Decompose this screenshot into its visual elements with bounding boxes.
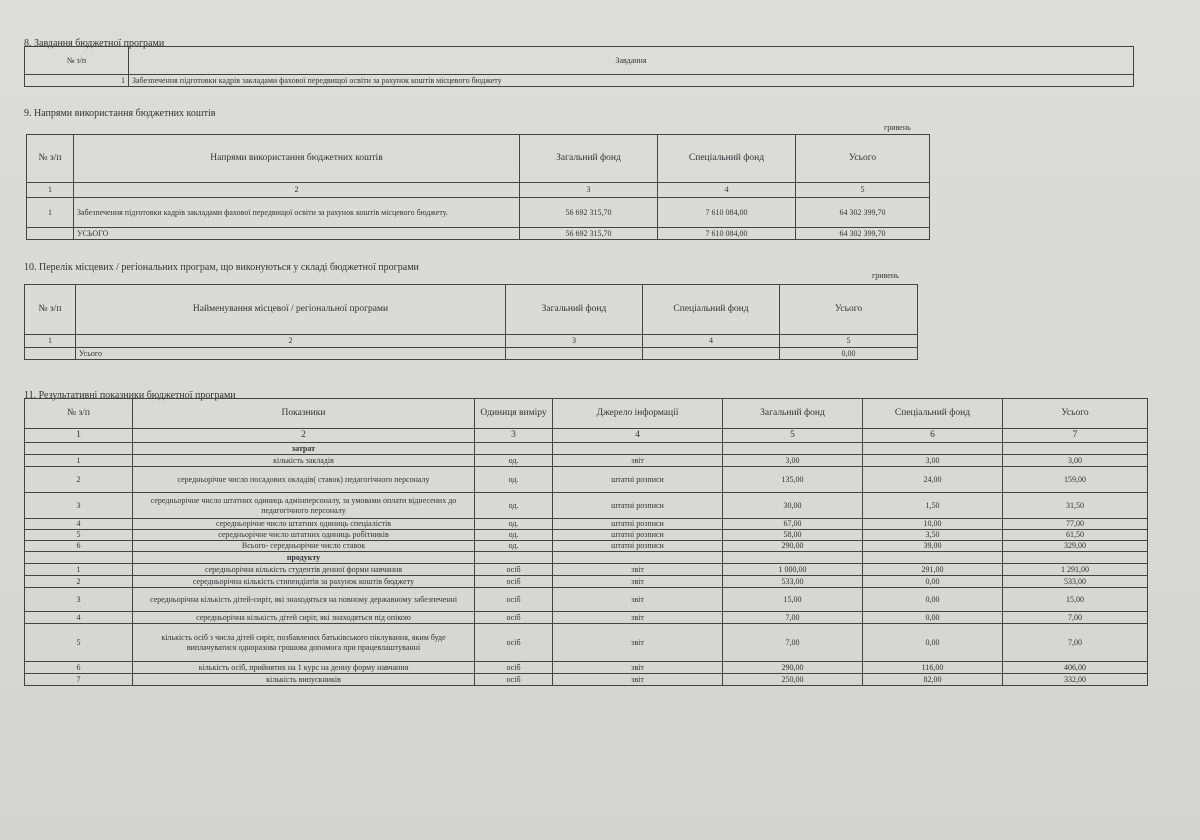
section-9-title: 9. Напрями використання бюджетних коштів: [24, 108, 216, 119]
table-row: [25, 493, 1148, 519]
general-fund-total: [506, 348, 643, 360]
section-8-table: [24, 46, 1134, 87]
column-number-row: [27, 183, 930, 198]
header-cell: Усього: [1003, 399, 1148, 429]
header-cell: Одиниця виміру: [475, 399, 553, 429]
information-source: звіт: [553, 612, 723, 624]
unit-of-measure: од.: [475, 493, 553, 519]
general-fund-total: 56 692 315,70: [520, 228, 658, 240]
information-source: штатні розписи: [553, 530, 723, 541]
total-value: 3,00: [1003, 455, 1148, 467]
section-8-title: 8. Завдання бюджетної програми: [24, 38, 165, 49]
indicator-group-label: затрат: [133, 443, 475, 455]
row-number: 1: [27, 198, 74, 228]
header-cell: Усього: [796, 135, 930, 183]
unit-of-measure: осіб: [475, 674, 553, 686]
special-fund-value: 3,50: [863, 530, 1003, 541]
indicator-name: кількість випускників: [133, 674, 475, 686]
column-number: 5: [796, 183, 930, 198]
header-cell: Найменування місцевої / регіональної програми: [76, 285, 506, 335]
general-fund-value: 58,00: [723, 530, 863, 541]
unit-of-measure: од.: [475, 541, 553, 552]
table-row: [27, 198, 930, 228]
section-9-unit: гривень: [884, 123, 911, 132]
header-cell: № з/п: [25, 47, 129, 75]
indicator-name: середньорічне число штатних одиниць адмінперсоналу, за умовами оплати віднесених до педагогічного персоналу: [133, 493, 475, 519]
row-number: 3: [25, 493, 133, 519]
total-value: 61,50: [1003, 530, 1148, 541]
column-number: 1: [27, 183, 74, 198]
special-fund-value: 0,00: [863, 612, 1003, 624]
indicator-name: середньорічна кількість студентів денної форми навчання: [133, 564, 475, 576]
row-number: 1: [25, 564, 133, 576]
information-source: звіт: [553, 624, 723, 662]
unit-of-measure: осіб: [475, 564, 553, 576]
total-value: 406,00: [1003, 662, 1148, 674]
total-value: 329,00: [1003, 541, 1148, 552]
row-number: 5: [25, 624, 133, 662]
header-cell: Загальний фонд: [723, 399, 863, 429]
special-fund-value: 10,00: [863, 519, 1003, 530]
column-number: 6: [863, 429, 1003, 443]
total-value: [1003, 443, 1148, 455]
column-number: 3: [506, 335, 643, 348]
column-number: 1: [25, 335, 76, 348]
total-value: 31,50: [1003, 493, 1148, 519]
header-cell: № з/п: [25, 285, 76, 335]
special-fund-value: 39,00: [863, 541, 1003, 552]
total-row: [27, 228, 930, 240]
header-cell: Загальний фонд: [520, 135, 658, 183]
indicators-body: [25, 443, 1148, 686]
information-source: [553, 443, 723, 455]
information-source: штатні розписи: [553, 493, 723, 519]
general-fund-value: 3,00: [723, 455, 863, 467]
table-row: [25, 75, 1134, 87]
table-row: [25, 530, 1148, 541]
information-source: звіт: [553, 455, 723, 467]
unit-of-measure: осіб: [475, 588, 553, 612]
row-number: 6: [25, 541, 133, 552]
header-cell: Напрями використання бюджетних коштів: [74, 135, 520, 183]
unit-of-measure: од.: [475, 530, 553, 541]
total-value: 7,00: [1003, 624, 1148, 662]
general-fund-value: 7,00: [723, 624, 863, 662]
total-value: 159,00: [1003, 467, 1148, 493]
row-number: 7: [25, 674, 133, 686]
general-fund-value: 135,00: [723, 467, 863, 493]
table-row: [25, 612, 1148, 624]
general-fund-value: 15,00: [723, 588, 863, 612]
row-number: 5: [25, 530, 133, 541]
indicator-name: середньорічна кількість стипендіатів за рахунок коштів бюджету: [133, 576, 475, 588]
total-value: 1 291,00: [1003, 564, 1148, 576]
column-number: 5: [780, 335, 918, 348]
indicator-name: кількість закладів: [133, 455, 475, 467]
unit-of-measure: од.: [475, 455, 553, 467]
special-fund-value: 291,00: [863, 564, 1003, 576]
table-row: [25, 674, 1148, 686]
indicator-group-row: [25, 552, 1148, 564]
row-number: 4: [25, 612, 133, 624]
indicator-name: середньорічне число посадових окладів( ставок) педагогічного персоналу: [133, 467, 475, 493]
section-9-table: [26, 134, 930, 240]
section-11-title: 11. Результативні показники бюджетної програми: [24, 390, 236, 401]
table-row: [25, 467, 1148, 493]
special-fund-value: 0,00: [863, 624, 1003, 662]
table-row: [25, 576, 1148, 588]
section-10-title: 10. Перелік місцевих / регіональних програм, що виконуються у складі бюджетної програми: [24, 262, 419, 273]
total-value: 77,00: [1003, 519, 1148, 530]
unit-of-measure: од.: [475, 467, 553, 493]
general-fund-value: 533,00: [723, 576, 863, 588]
header-cell: Усього: [780, 285, 918, 335]
indicator-name: середньорічна кількість дітей-сиріт, які знаходяться на повному державному забезпеченні: [133, 588, 475, 612]
column-number-row: [25, 335, 918, 348]
special-fund-total: 7 610 084,00: [658, 228, 796, 240]
row-number: [25, 348, 76, 360]
section-10-table: [24, 284, 918, 360]
grand-total: 64 302 399,70: [796, 228, 930, 240]
header-cell: Спеціальний фонд: [658, 135, 796, 183]
section-11-table: [24, 398, 1148, 686]
column-number: 4: [553, 429, 723, 443]
indicator-name: кількість осіб з числа дітей сиріт, позбавлених батьківського піклування, яким буде виплачуватися одноразова грошова допомога при працевлаштуванні: [133, 624, 475, 662]
general-fund-value: 56 692 315,70: [520, 198, 658, 228]
special-fund-value: 116,00: [863, 662, 1003, 674]
row-number: 1: [25, 455, 133, 467]
information-source: штатні розписи: [553, 467, 723, 493]
indicator-name: середньорічне число штатних одиниць робітників: [133, 530, 475, 541]
direction-text: Забезпечення підготовки кадрів закладами фахової передвищої освіти за рахунок коштів місцевого бюджету.: [74, 198, 520, 228]
total-label: УСЬОГО: [74, 228, 520, 240]
header-cell: № з/п: [27, 135, 74, 183]
total-value: 7,00: [1003, 612, 1148, 624]
indicator-name: середньорічне число штатних одиниць спеціалістів: [133, 519, 475, 530]
unit-of-measure: [475, 552, 553, 564]
table-header-row: [25, 285, 918, 335]
general-fund-value: 250,00: [723, 674, 863, 686]
table-header-row: [25, 399, 1148, 429]
total-label: Усього: [76, 348, 506, 360]
unit-of-measure: од.: [475, 519, 553, 530]
header-cell: Показники: [133, 399, 475, 429]
information-source: звіт: [553, 576, 723, 588]
special-fund-value: 0,00: [863, 588, 1003, 612]
table-row: [25, 541, 1148, 552]
total-row: [25, 348, 918, 360]
special-fund-value: 7 610 084,00: [658, 198, 796, 228]
row-number: 2: [25, 576, 133, 588]
general-fund-value: [723, 552, 863, 564]
column-number: 3: [520, 183, 658, 198]
header-cell: № з/п: [25, 399, 133, 429]
total-value: 15,00: [1003, 588, 1148, 612]
information-source: звіт: [553, 662, 723, 674]
table-row: [25, 588, 1148, 612]
indicator-name: Всього- середньорічне число ставок: [133, 541, 475, 552]
row-number: 1: [25, 75, 129, 87]
table-header-row: [27, 135, 930, 183]
indicator-name: середньорічна кількість дітей сиріт, які знаходяться під опікою: [133, 612, 475, 624]
general-fund-value: 30,00: [723, 493, 863, 519]
column-number: 1: [25, 429, 133, 443]
general-fund-value: 290,00: [723, 541, 863, 552]
special-fund-value: 24,00: [863, 467, 1003, 493]
table-header-row: [25, 47, 1134, 75]
information-source: звіт: [553, 588, 723, 612]
row-number: [27, 228, 74, 240]
general-fund-value: 7,00: [723, 612, 863, 624]
column-number: 5: [723, 429, 863, 443]
row-number: 6: [25, 662, 133, 674]
total-value: [1003, 552, 1148, 564]
column-number: 7: [1003, 429, 1148, 443]
header-cell: Завдання: [129, 47, 1134, 75]
unit-of-measure: осіб: [475, 612, 553, 624]
unit-of-measure: осіб: [475, 662, 553, 674]
unit-of-measure: [475, 443, 553, 455]
information-source: звіт: [553, 674, 723, 686]
row-number: 4: [25, 519, 133, 530]
indicator-name: кількість осіб, прийнятих на 1 курс на денну форму навчання: [133, 662, 475, 674]
column-number: 3: [475, 429, 553, 443]
column-number: 2: [74, 183, 520, 198]
indicator-group-row: [25, 443, 1148, 455]
row-number: [25, 443, 133, 455]
total-value: 332,00: [1003, 674, 1148, 686]
table-row: [25, 662, 1148, 674]
grand-total: 0,00: [780, 348, 918, 360]
table-row: [25, 564, 1148, 576]
general-fund-value: 1 000,00: [723, 564, 863, 576]
special-fund-value: [863, 443, 1003, 455]
column-number-row: [25, 429, 1148, 443]
header-cell: Джерело інформації: [553, 399, 723, 429]
special-fund-value: 1,50: [863, 493, 1003, 519]
special-fund-value: [863, 552, 1003, 564]
information-source: штатні розписи: [553, 541, 723, 552]
column-number: 4: [643, 335, 780, 348]
task-text: Забезпечення підготовки кадрів закладами фахової передвищої освіти за рахунок коштів місцевого бюджету: [129, 75, 1134, 87]
total-value: 64 302 399,70: [796, 198, 930, 228]
total-value: 533,00: [1003, 576, 1148, 588]
general-fund-value: 290,00: [723, 662, 863, 674]
header-cell: Загальний фонд: [506, 285, 643, 335]
column-number: 2: [76, 335, 506, 348]
table-row: [25, 455, 1148, 467]
column-number: 4: [658, 183, 796, 198]
section-10-unit: гривень: [872, 271, 899, 280]
special-fund-value: 0,00: [863, 576, 1003, 588]
unit-of-measure: осіб: [475, 576, 553, 588]
general-fund-value: 67,00: [723, 519, 863, 530]
information-source: звіт: [553, 564, 723, 576]
general-fund-value: [723, 443, 863, 455]
table-row: [25, 519, 1148, 530]
special-fund-value: 82,00: [863, 674, 1003, 686]
header-cell: Спеціальний фонд: [643, 285, 780, 335]
row-number: 3: [25, 588, 133, 612]
information-source: штатні розписи: [553, 519, 723, 530]
special-fund-total: [643, 348, 780, 360]
special-fund-value: 3,00: [863, 455, 1003, 467]
table-row: [25, 624, 1148, 662]
information-source: [553, 552, 723, 564]
row-number: 2: [25, 467, 133, 493]
column-number: 2: [133, 429, 475, 443]
row-number: [25, 552, 133, 564]
indicator-group-label: продукту: [133, 552, 475, 564]
header-cell: Спеціальний фонд: [863, 399, 1003, 429]
unit-of-measure: осіб: [475, 624, 553, 662]
